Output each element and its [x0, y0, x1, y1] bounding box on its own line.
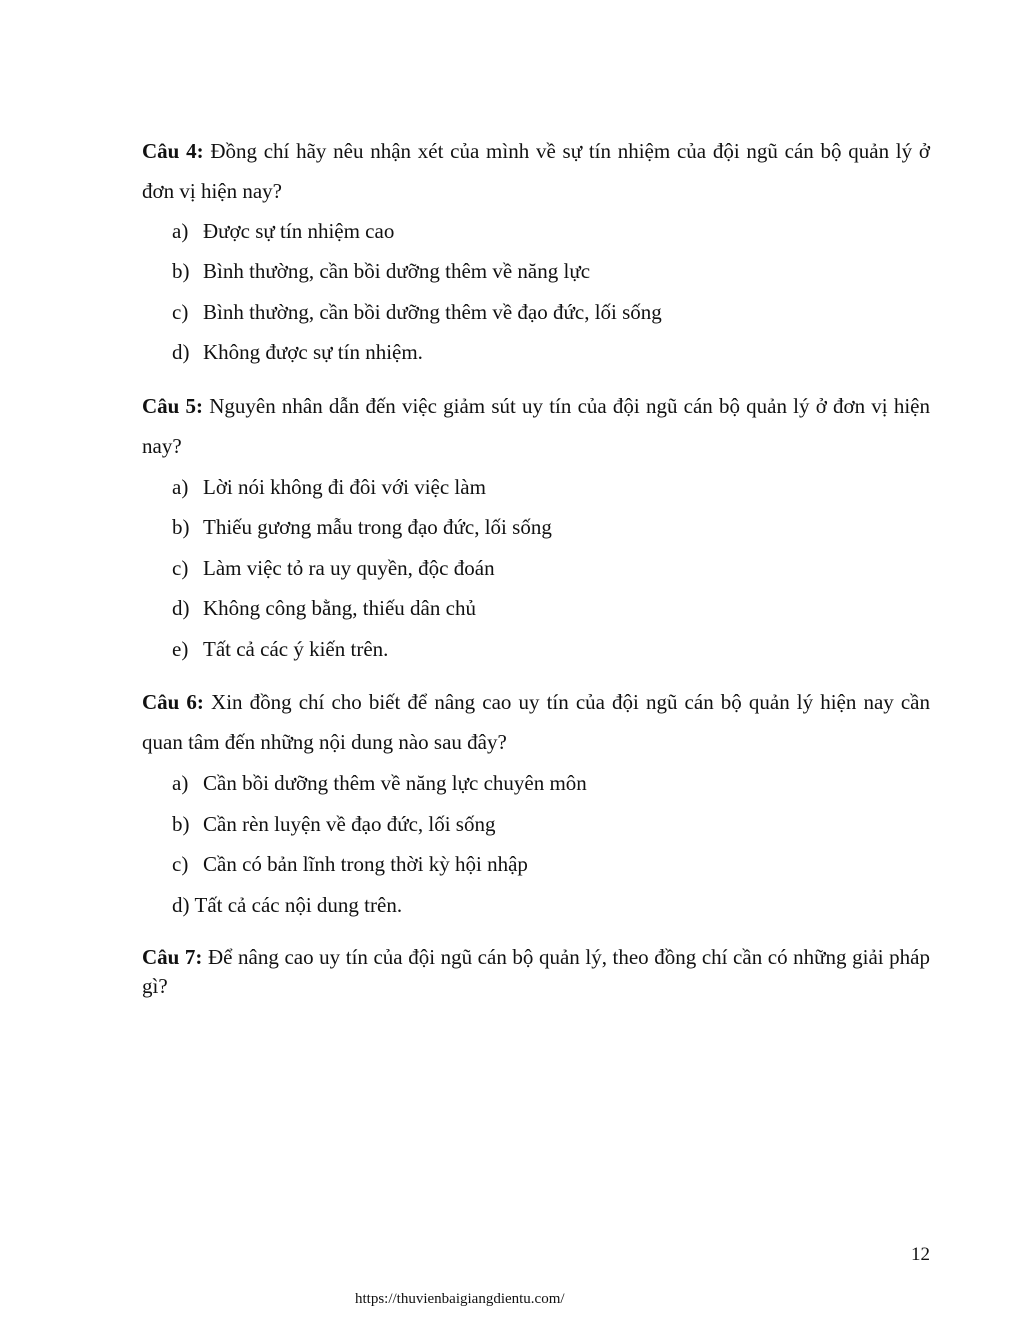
question-4-number: Câu 4: [142, 139, 204, 163]
option-text: Thiếu gương mẫu trong đạo đức, lối sống [203, 515, 552, 539]
option-letter: b) [172, 812, 190, 836]
question-7-text: Để nâng cao uy tín của đội ngũ cán bộ quản lý, theo đồng chí cần có những giải pháp gì? [142, 945, 931, 998]
question-6-option-c [172, 851, 528, 877]
question-5-option-a [172, 474, 486, 500]
question-5-option-d [172, 595, 476, 621]
option-letter: d) [172, 596, 190, 620]
question-5-option-c [172, 555, 495, 581]
option-text: Không công bằng, thiếu dân chủ [203, 596, 476, 620]
question-5-number: Câu 5: [142, 394, 204, 418]
option-letter: d) [172, 893, 190, 917]
option-letter: b) [172, 515, 190, 539]
option-text: Cần có bản lĩnh trong thời kỳ hội nhập [203, 852, 528, 876]
question-6-option-b [172, 811, 495, 837]
question-6-text: Xin đồng chí cho biết để nâng cao uy tín của đội ngũ cán bộ quản lý hiện nay cần quan tâm đến những nội dung nào sau đây? [142, 690, 931, 754]
question-6-option-a [172, 770, 587, 796]
question-7-number: Câu 7: [142, 945, 203, 969]
question-4-option-b [172, 258, 590, 284]
question-5-option-b [172, 514, 552, 540]
option-text: Không được sự tín nhiệm. [203, 340, 423, 364]
option-text: Lời nói không đi đôi với việc làm [203, 475, 486, 499]
question-4-option-c [172, 299, 662, 325]
question-4-option-d [172, 339, 423, 365]
option-letter: a) [172, 475, 189, 499]
option-text: Bình thường, cần bồi dưỡng thêm về đạo đức, lối sống [203, 300, 662, 324]
option-letter: c) [172, 852, 189, 876]
question-5-option-e [172, 636, 388, 662]
option-letter: c) [172, 300, 189, 324]
option-letter: c) [172, 556, 189, 580]
option-letter: a) [172, 219, 189, 243]
question-5-text: Nguyên nhân dẫn đến việc giảm sút uy tín của đội ngũ cán bộ quản lý ở đơn vị hiện nay? [142, 394, 930, 458]
question-4 [142, 131, 930, 211]
question-6-option-d [172, 892, 402, 918]
option-text: Tất cả các ý kiến trên. [203, 637, 389, 661]
question-6-number: Câu 6: [142, 690, 204, 714]
question-4-option-a [172, 218, 394, 244]
option-letter: e) [172, 637, 189, 661]
option-text: Cần rèn luyện về đạo đức, lối sống [203, 812, 496, 836]
option-text: Làm việc tỏ ra uy quyền, độc đoán [203, 556, 495, 580]
question-4-text: Đồng chí hãy nêu nhận xét của mình về sự tín nhiệm của đội ngũ cán bộ quản lý ở đơn vị hiện nay? [142, 139, 930, 203]
option-text: Cần bồi dưỡng thêm về năng lực chuyên môn [203, 771, 587, 795]
option-letter: b) [172, 259, 190, 283]
option-letter: a) [172, 771, 189, 795]
question-7 [142, 943, 930, 1001]
question-5 [142, 386, 930, 466]
question-6 [142, 682, 930, 762]
page-number: 12 [911, 1244, 930, 1265]
option-letter: d) [172, 340, 190, 364]
option-text: Tất cả các nội dung trên. [194, 893, 403, 917]
option-text: Được sự tín nhiệm cao [203, 219, 395, 243]
footer-url: https://thuvienbaigiangdientu.com/ [355, 1291, 565, 1307]
option-text: Bình thường, cần bồi dưỡng thêm về năng lực [203, 259, 591, 283]
